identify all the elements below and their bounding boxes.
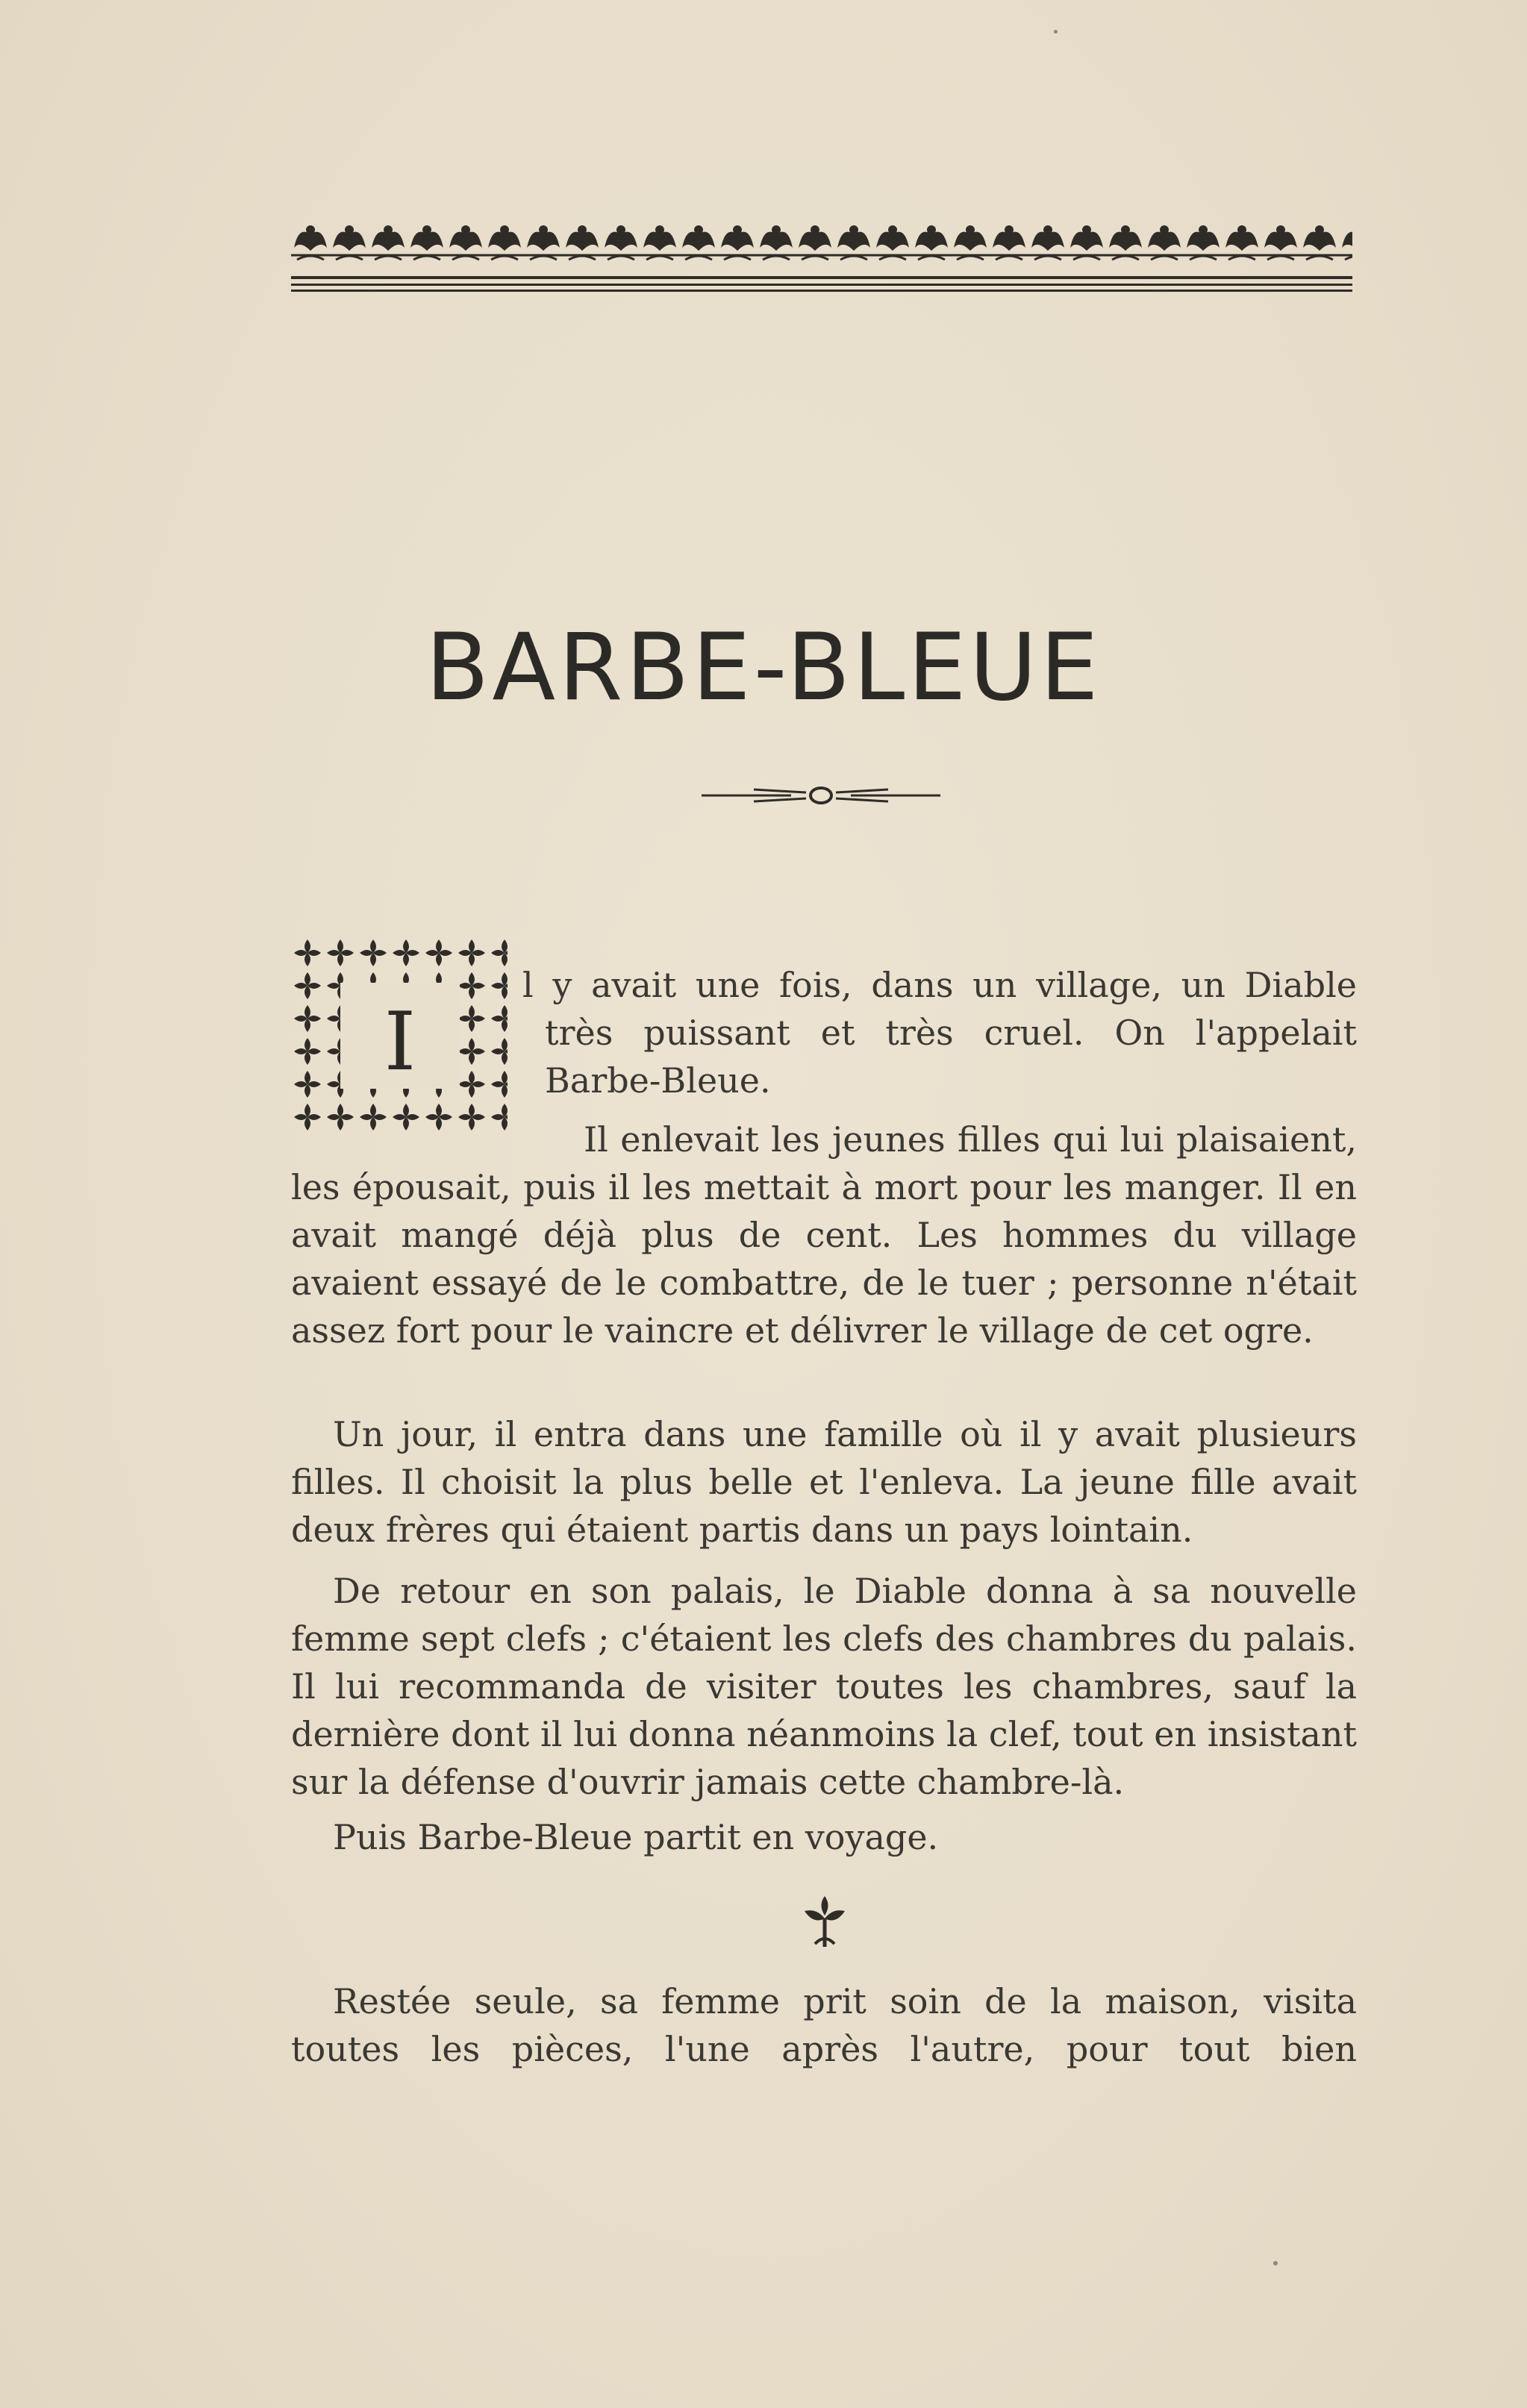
first-paragraph [522, 961, 1357, 1104]
first-paragraph-line: Barbe-Bleue. [545, 1060, 771, 1101]
paper-speck [1273, 2261, 1278, 2265]
title-divider-ornament [702, 781, 940, 810]
first-paragraph-line: très puissant et très cruel. On l'appelait [545, 1013, 1357, 1053]
story-title: BARBE-BLEUE [425, 614, 1102, 722]
paragraph: Puis Barbe-Bleue partit en voyage. [333, 1817, 939, 1857]
first-paragraph-line: l y avait une fois, dans un village, un Diable [522, 965, 1357, 1005]
header-ornament [291, 218, 1352, 307]
paragraph: De retour en son palais, le Diable donna à sa nouvelle femme sept clefs ; c'étaient les clefs des chambres du palais. Il lui recommanda de visiter toutes les chambres, sauf la dernière dont il lui donna néanmoins la clef, tout en insistant sur la défense d'ouvrir jamais cette chambre-là. [291, 1571, 1357, 1802]
paragraph: Un jour, il entra dans une famille où il y avait plusieurs filles. Il choisit la plus belle et l'enleva. La jeune fille avait deux frères qui étaient partis dans un pays lointain. [291, 1414, 1357, 1550]
paragraph: Restée seule, sa femme prit soin de la maison, visita toutes les pièces, l'une après l'autre, pour tout bien [291, 1981, 1357, 2069]
paper-speck [1054, 30, 1058, 34]
fleuron-icon [799, 1892, 851, 1951]
dropcap-ornament [291, 936, 508, 1134]
dropcap-letter: I [384, 995, 416, 1089]
paragraph: Il enlevait les jeunes filles qui lui plaisaient, les épousait, puis il les mettait à mort pour les manger. Il en avait mangé déjà plus de cent. Les hommes du village avaient essayé de le combattre, de le tuer ; personne n'était assez fort pour le vaincre et délivrer le village de cet ogre. [291, 1119, 1357, 1351]
